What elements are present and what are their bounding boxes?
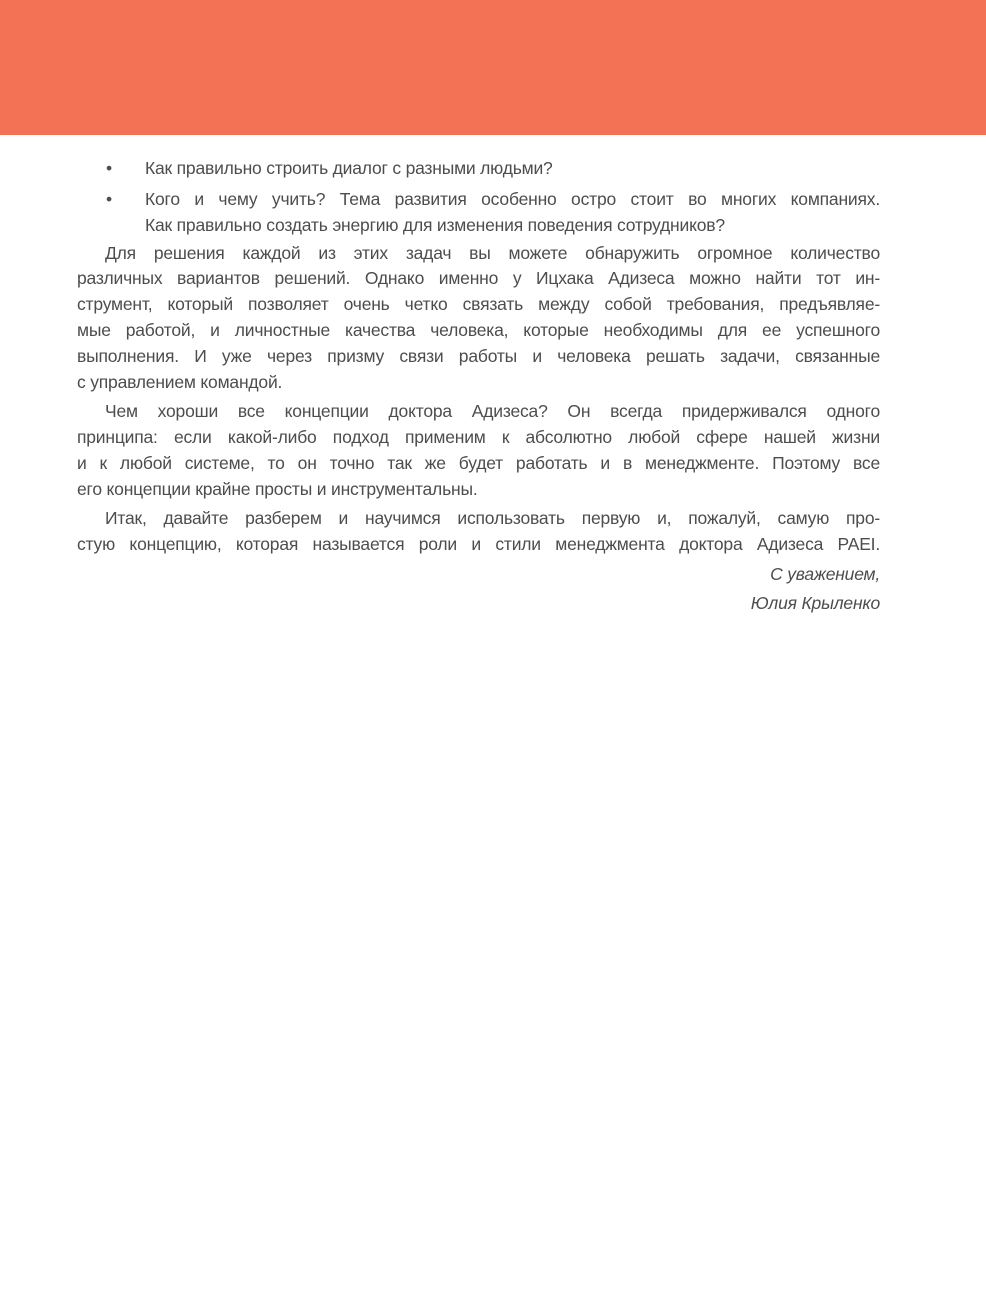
paragraph-2-line: его концепции крайне просты и инструментальны.: [77, 479, 478, 499]
header-band: [0, 0, 986, 135]
paragraph-3-line: Итак, давайте разберем и научимся использовать первую и, пожалуй, самую про-: [105, 508, 880, 528]
bullet-item-2-line: Кого и чему учить? Тема развития особенно остро стоит во многих компаниях.: [145, 189, 880, 209]
paragraph-1-line: различных вариантов решений. Однако именно у Ицхака Адизеса можно найти тот ин-: [77, 268, 880, 288]
signature-name: Юлия Крыленко: [750, 593, 880, 613]
bullet-item-2-line: Как правильно создать энергию для изменения поведения сотрудников?: [145, 215, 725, 235]
paragraph-3-line: стую концепцию, которая называется роли и стили менеджмента доктора Адизеса PAEI.: [77, 534, 880, 554]
paragraph-1-line: Для решения каждой из этих задач вы можете обнаружить огромное количество: [105, 243, 880, 263]
bullet-item-1: Как правильно строить диалог с разными людьми?: [145, 158, 553, 178]
paragraph-1-line: с управлением командой.: [77, 372, 283, 392]
paragraph-2-line: Чем хороши все концепции доктора Адизеса? Он всегда придерживался одного: [105, 401, 880, 421]
paragraph-1-line: мые работой, и личностные качества человека, которые необходимы для ее успешного: [77, 320, 880, 340]
paragraph-1-line: выполнения. И уже через призму связи работы и человека решать задачи, связанные: [77, 346, 880, 366]
bullet-icon: •: [106, 158, 113, 178]
signature-greeting: С уважением,: [770, 564, 880, 584]
bullet-icon: •: [106, 189, 113, 209]
paragraph-2-line: и к любой системе, то он точно так же будет работать и в менеджменте. Поэтому все: [77, 453, 880, 473]
paragraph-2-line: принципа: если какой-либо подход применим к абсолютно любой сфере нашей жизни: [77, 427, 880, 447]
paragraph-1-line: струмент, который позволяет очень четко связать между собой требования, предъявляе-: [77, 294, 880, 314]
